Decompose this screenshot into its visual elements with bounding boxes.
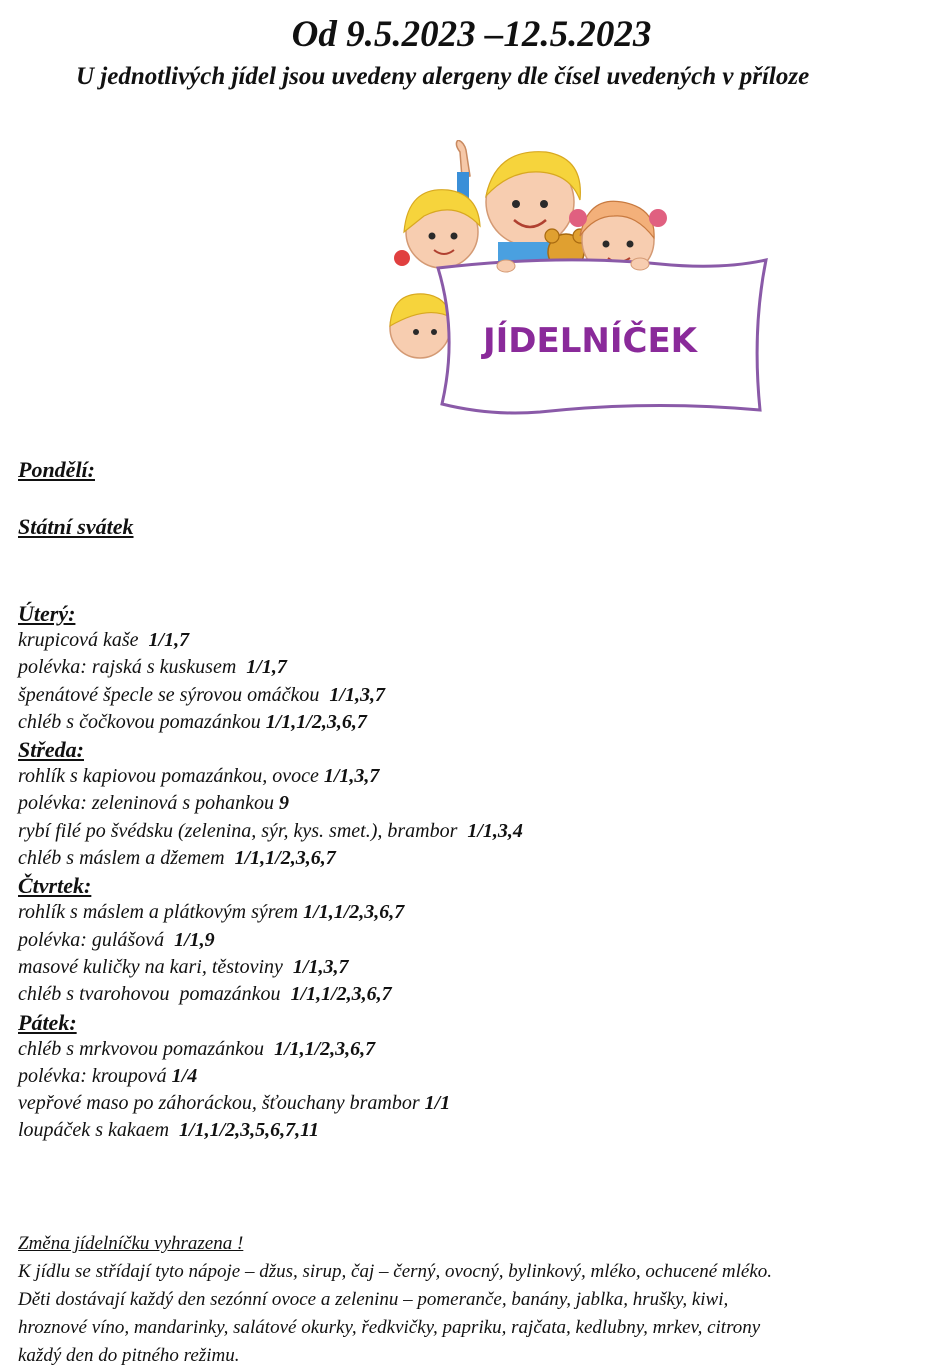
allergen-codes: 1/1,7 — [148, 629, 190, 651]
dish-name: krupicová kaše — [18, 629, 149, 651]
day-heading-monday: Pondělí: — [18, 457, 95, 482]
note-line-4: každý den do pitného režimu. — [18, 1345, 240, 1366]
menu-item — [18, 899, 918, 926]
dish-name: chléb s čočkovou pomazánkou — [18, 710, 266, 733]
note-line-3: hroznové víno, mandarinky, salátové okurky, ředkvičky, papriku, rajčata, kedlubny, mrkev, citrony — [18, 1317, 761, 1338]
note-line-1: K jídlu se střídají tyto nápoje – džus, sirup, čaj – černý, ovocný, bylinkový, mléko, ochucené mléko. — [18, 1261, 773, 1282]
dish-name: chléb s máslem a džemem — [18, 847, 235, 870]
holiday-note: Státní svátek — [18, 514, 134, 539]
notes-heading: Změna jídelníčku vyhrazena ! — [18, 1233, 244, 1254]
day-heading-tuesday: Úterý: — [18, 601, 76, 626]
allergen-codes: 1/1,1/2,3,6,7 — [274, 1037, 376, 1060]
dish-name: rohlík s máslem a plátkovým sýrem — [18, 901, 304, 924]
menu-item — [18, 1036, 918, 1063]
menu-item — [18, 654, 918, 681]
menu-item — [18, 1117, 918, 1144]
page-title: Od 9.5.2023 –12.5.2023 — [291, 14, 652, 55]
menu-item — [18, 927, 918, 954]
dish-name: polévka: rajská s kuskusem — [18, 656, 247, 679]
dish-name: chléb s mrkvovou pomazánkou — [18, 1037, 275, 1060]
day-heading-wednesday: Středa: — [18, 737, 84, 763]
menu-item — [18, 763, 918, 790]
menu-item — [18, 954, 918, 981]
allergen-codes: 1/1,1/2,3,6,7 — [265, 710, 367, 733]
menu-item — [18, 709, 918, 736]
menu-item — [18, 682, 918, 709]
dish-name: masové kuličky na kari, těstoviny — [18, 955, 293, 978]
allergen-codes: 1/1,7 — [246, 656, 287, 679]
allergen-codes: 1/1 — [424, 1092, 451, 1115]
allergen-note: U jednotlivých jídel jsou uvedeny alergeny dle čísel uvedených v příloze — [76, 63, 810, 90]
notes-section — [18, 1230, 933, 1370]
dish-name: rohlík s kapiovou pomazánkou, ovoce — [18, 765, 324, 788]
allergen-codes: 1/1,1/2,3,6,7 — [290, 983, 392, 1006]
dish-name: chléb s tvarohovou pomazánkou — [18, 983, 291, 1006]
allergen-codes: 1/1,1/2,3,5,6,7,11 — [179, 1119, 320, 1142]
logo-text: JÍDELNÍČEK — [482, 321, 698, 361]
menu-item — [18, 818, 918, 845]
dish-name: polévka: zeleninová s pohankou — [18, 792, 280, 815]
menu-logo-illustration — [380, 140, 780, 425]
dish-name: špenátové špecle se sýrovou omáčkou — [18, 683, 330, 706]
allergen-codes: 1/4 — [171, 1064, 198, 1087]
dish-name: vepřové maso po záhoráckou, šťouchany brambor — [18, 1092, 425, 1115]
menu-item — [18, 981, 918, 1008]
dish-name: rybí filé po švédsku (zelenina, sýr, kys. smet.), brambor — [18, 819, 468, 842]
allergen-codes: 1/1,3,4 — [467, 819, 523, 842]
allergen-codes: 1/1,1/2,3,6,7 — [303, 901, 405, 924]
day-monday — [18, 456, 918, 483]
note-line-2: Děti dostávají každý den sezónní ovoce a zeleninu – pomeranče, banány, jablka, hrušky, kiwi, — [18, 1289, 729, 1310]
day-heading-friday: Pátek: — [18, 1009, 77, 1035]
allergen-codes: 1/1,3,7 — [292, 955, 349, 978]
menu-item — [18, 845, 918, 872]
dish-name: polévka: kroupová — [18, 1064, 172, 1087]
menu-item — [18, 627, 918, 654]
allergen-codes: 1/1,3,7 — [329, 683, 385, 706]
dish-name: polévka: gulášová — [18, 928, 175, 951]
menu-item — [18, 790, 918, 817]
allergen-codes: 9 — [279, 792, 290, 815]
allergen-codes: 1/1,3,7 — [323, 765, 380, 788]
weekly-menu — [18, 600, 918, 1145]
menu-item — [18, 1063, 918, 1090]
day-heading-thursday: Čtvrtek: — [18, 873, 92, 899]
menu-item — [18, 1090, 918, 1117]
dish-name: loupáček s kakaem — [18, 1119, 180, 1142]
allergen-codes: 1/1,9 — [174, 928, 215, 951]
allergen-codes: 1/1,1/2,3,6,7 — [234, 847, 336, 870]
